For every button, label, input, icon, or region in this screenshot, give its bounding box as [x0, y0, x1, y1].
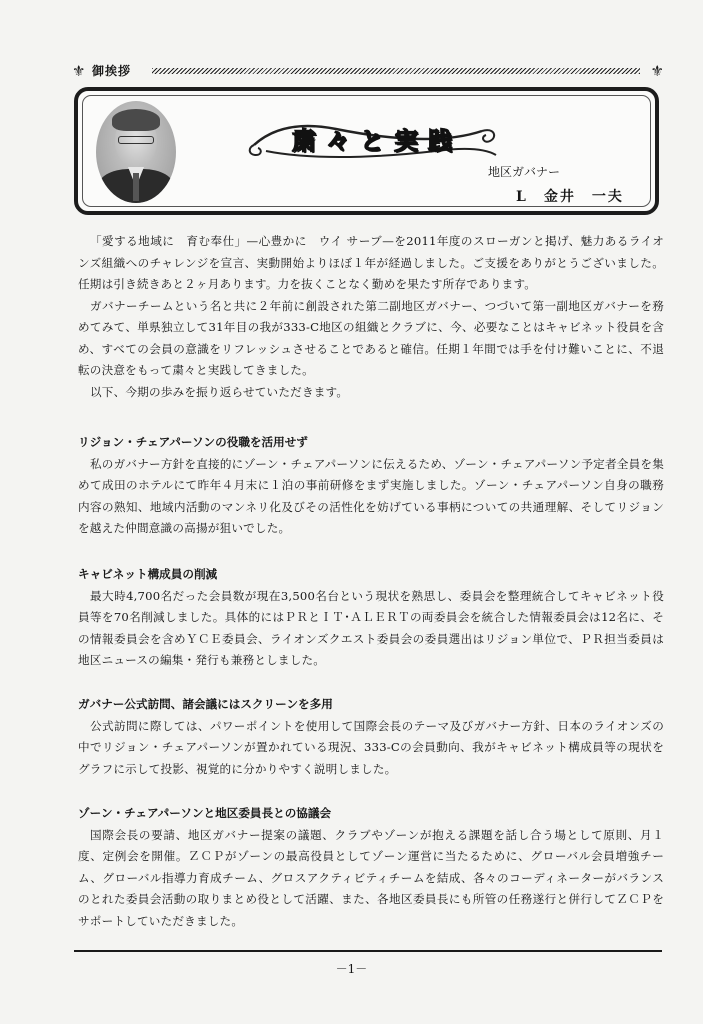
title-frame [74, 87, 659, 215]
section-heading: キャビネット構成員の削減 [78, 567, 218, 581]
section-zone-council [78, 803, 664, 932]
author-name: L 金井 一夫 [516, 189, 624, 205]
author-role: 地区ガバナー [488, 165, 561, 179]
page-number: －1－ [335, 962, 368, 976]
section-cabinet-reduction [78, 564, 664, 672]
section-heading: リジョン・チェアパーソンの役職を活用せず [78, 435, 308, 449]
section-heading: ゾーン・チェアパーソンと地区委員長との協議会 [78, 806, 332, 820]
author-portrait [96, 101, 176, 203]
intro-block [78, 231, 664, 403]
fleur-de-lis-icon: ⚜ [650, 62, 664, 80]
section-heading: ガバナー公式訪問、諸会議にはスクリーンを多用 [78, 697, 333, 711]
section-official-visits [78, 694, 664, 780]
section-body: 国際会長の要請、地区ガバナー提案の議題、クラブやゾーンが抱える課題を話し合う場として原則、月１度、定例会を開催。ＺＣＰがゾーンの最高役員としてゾーン運営に当たるために、グローバル会員増強チーム、グローバル指導力育成チーム、グロスアクティビティチームを結成、各々のコーディネーターがバランスのとれた委員会活動の取りまとめ役として活躍、また、各地区委員長にも所管の任務遂行と併行してＺＣＰをサポートしていただきました。 [78, 827, 664, 928]
hatched-rule [152, 68, 640, 74]
fleur-de-lis-icon: ⚜ [72, 62, 86, 80]
section-body: 最大時4,700名だった会員数が現在3,500名台という現状を熟思し、委員会を整理統合してキャビネット役員等を70名削減しました。具体的にはＰＲとＩＴ･ＡＬＥＲＴの両委員会を統合した情報委員会は12名に、その情報委員会を含めＹＣＥ委員会、ライオンズクエスト委員会の委員選出はリジョン単位で、ＰＲ担当委員は地区ニュースの編集・発行も兼務としました。 [78, 588, 664, 667]
section-header-bar [72, 62, 664, 80]
intro-paragraph: 以下、今期の歩みを振り返らせていただきます。 [90, 384, 349, 399]
footer-rule [74, 950, 662, 952]
section-region-chairperson [78, 432, 664, 540]
article-title: 粛々と実践 [292, 127, 462, 155]
section-body: 公式訪問に際しては、パワーポイントを使用して国際会長のテーマ及びガバナー方針、日本のライオンズの中でリジョン・チェアパーソンが置かれている現況、333-Cの会員動向、我がキャビネット構成員等の現状をグラフに示して投影、視覚的に分かりやすく説明しました。 [78, 718, 664, 776]
intro-paragraph: ガバナーチームという名と共に２年前に創設された第二副地区ガバナー、つづいて第一副地区ガバナーを務めてみて、単県独立して31年目の我が333-C地区の組織とクラブに、今、必要なことはキャビネット役員を含め、すべての会員の意識をリフレッシュさせることであると確信。任期１年間では手を付け難いことに、不退転の決意をもって粛々と実践してきました。 [78, 298, 664, 377]
section-label: 御挨拶 [92, 64, 132, 78]
section-body: 私のガバナー方針を直接的にゾーン・チェアパーソンに伝えるため、ゾーン・チェアパーソン予定者全員を集めて成田のホテルにて昨年４月末に１泊の事前研修をまず実施しました。ゾーン・チェアパーソン自身の職務内容の熟知、地域内活動のマンネリ化及びその活性化を妨げている事柄についての共通理解、そしてリジョンを越えた仲間意識の高揚が狙いでした。 [78, 456, 664, 535]
intro-paragraph: 「愛する地域に 育む奉仕」—心豊かに ウイ サーブ—を2011年度のスローガンと掲げ、魅力あるライオンズ組織へのチャレンジを宣言、実動開始よりほぼ１年が経過しました。ご支援をありがとうございました。任期は引き続きあと２ヶ月あります。力を抜くことなく勤めを果たす所存であります。 [78, 234, 664, 291]
